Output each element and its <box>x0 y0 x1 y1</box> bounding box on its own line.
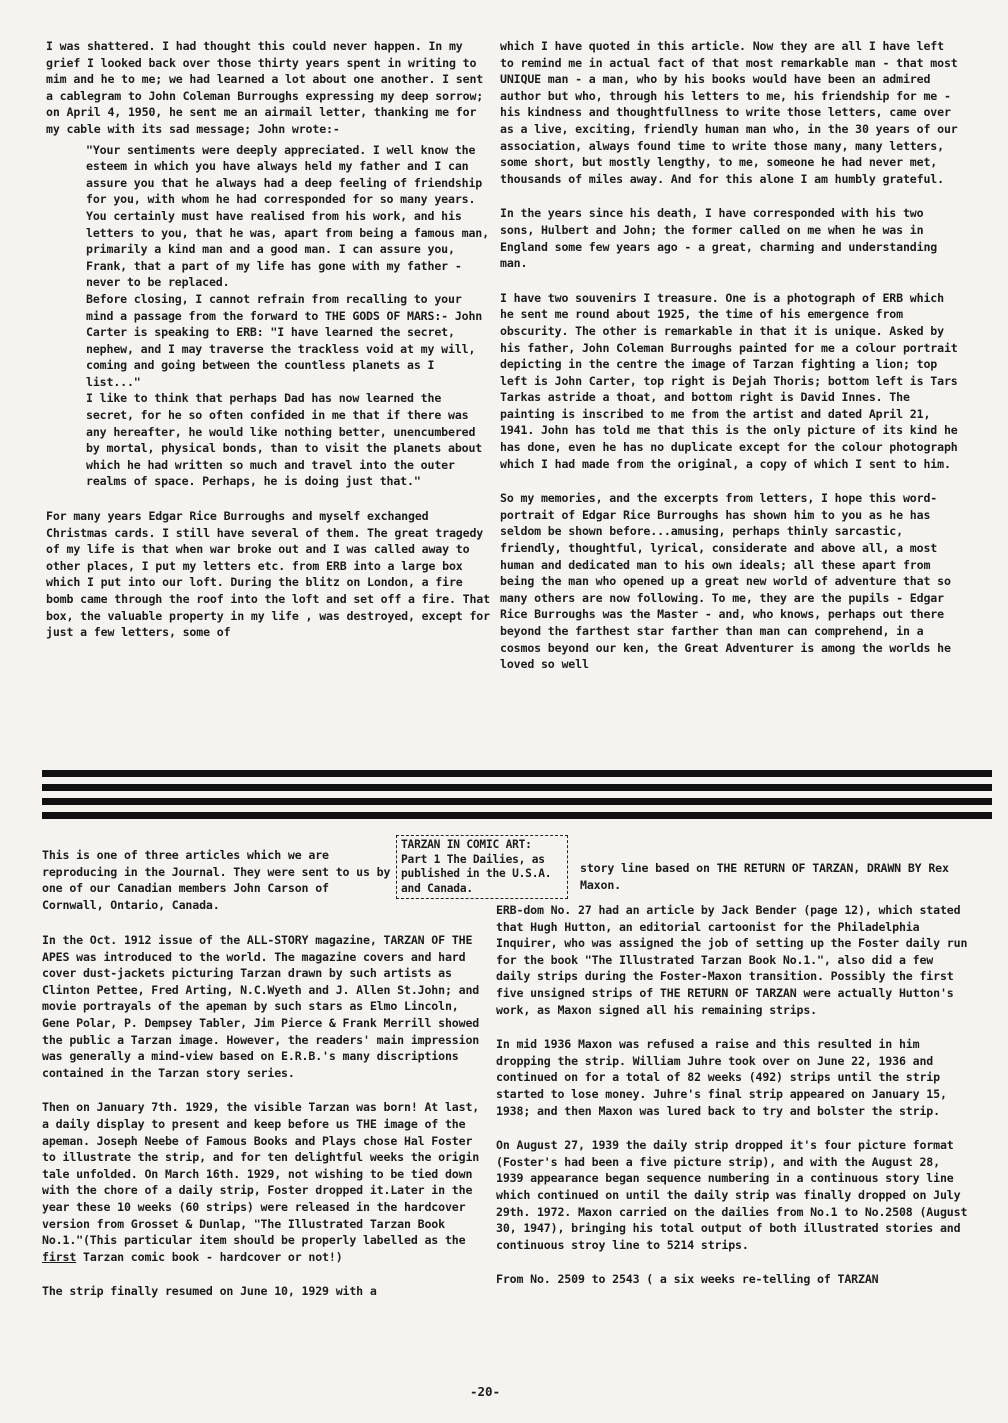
page-number: -20- <box>470 1384 501 1399</box>
paragraph: story line based on THE RETURN OF TARZAN, DRAWN BY Rex Maxon. <box>580 861 949 892</box>
paragraph: In mid 1936 Maxon was refused a raise and this resulted in him dropping the strip. William Juhre took over on June 22, 1936 and continued on for a total of 82 weeks (492) strips until the strip started to lose money. Juhre's final strip appeared on January 15, 1938; and then Maxon was lured back to try and bolster the strip. <box>496 1037 947 1118</box>
paragraph: In the years since his death, I have corresponded with his two sons, Hulbert and John; the former called on me when he was in England some few years ago - a great, charming and understanding man. <box>500 206 938 271</box>
paragraph: In the Oct. 1912 issue of the ALL-STORY magazine, TARZAN OF THE APES was introduced to the world. The magazine covers and hard cover dust-jackets picturing Tarzan drawn by such artists as Clinton Pettee, Fred Arting, N.C.Wyeth and J. Allen St.John; and movie portrayals of the apeman by such stars as Elmo Lincoln, Gene Polar, P. Dempsey Tabler, Jim Pierce & Frank Merrill showed the public a Tarzan image. However, the readers' main impression was generally a mind-view based on E.R.B.'s many discriptions contained in the Tarzan story series. <box>42 933 480 1080</box>
intro-block <box>42 847 394 931</box>
divider-bar <box>42 812 992 819</box>
divider-bar <box>42 798 992 805</box>
quote-paragraph: I like to think that perhaps Dad has now learned the secret, for he so often confided in me that if there was any hereafter, he would like nothing better, unencumbered by mortal, physical bonds, than to visit the planets about which he had written so much and travel into the outer realms of space. Perhaps, he is doing just that." <box>86 391 483 489</box>
divider-bar <box>42 784 992 791</box>
paragraph: From No. 2509 to 2543 ( a six weeks re-telling of TARZAN <box>496 1272 879 1287</box>
paragraph: I was shattered. I had thought this could never happen. In my grief I looked back over those thirty years spent in writing to mim and he to me; we had learned a lot about one another. I sent a cablegram to John Coleman Burroughs expressing my deep sorrow; on April 4, 1950, he sent me an airmail letter, thanking me for my cable with its sad message; John wrote:- <box>46 39 484 136</box>
quote-paragraph: "Your sentiments were deeply appreciated. I well know the esteem in which you have always held my father and I can assure you that he always had a deep feeling of friendship for you, with whom he had corresponded for so many years. You certainly must have realised from his work, and his letters to you, that he was, apart from being a famous man, primarily a kind man and a good man. I can assure you, Frank, that a part of my life has gone with my father - never to be replaced. <box>86 142 489 290</box>
intro-paragraph: This is one of three articles which we are reproducing in the Journal. They were sent to us by one of our Canadian members John Carson of Cornwall, Ontario, Canada. <box>42 848 391 912</box>
top-right-column <box>500 38 960 691</box>
quote-paragraph: Before closing, I cannot refrain from recalling to your mind a passage from the forward to THE GODS OF MARS:- John Carter is speaking to ERB: "I have learned the secret, nephew, and I may traverse the trackless void at my will, coming and going between the countless planets as I list..." <box>86 291 483 389</box>
section-divider <box>42 770 992 826</box>
bottom-left-column <box>42 932 490 1318</box>
bottom-right-column <box>496 902 970 1306</box>
paragraph-text: Tarzan comic book - hardcover or not!) <box>83 1249 343 1264</box>
paragraph: which I have quoted in this article. Now they are all I have left to remind me in actual fact of that most remarkable man - that most UNIQUE man - a man, who by his books would have been an admired author but who, through his letters to me, his friendship for me - his kindness and thoughtfullness to write those letters, came over as a live, exciting, friendly human man who, in the 30 years of our association, always found time to write those many, many letters, some short, but mostly lengthy, to me, someone he had never met, thousands of miles away. And for this alone I am humbly grateful. <box>500 39 958 186</box>
paragraph: The strip finally resumed on June 10, 1929 with a <box>42 1284 377 1299</box>
paragraph: On August 27, 1939 the daily strip dropped it's four picture format (Foster's had been a five picture strip), and with the August 28, 1939 appearance began sequence numbering in a continuous story line which continued on until the daily strip was finally dropped on July 29th. 1972. Maxon carried on the dailies from No.1 to No.2508 (August 30, 1947), bringing his total output of both illustrated stories and continuous stroy line to 5214 strips. <box>496 1138 968 1252</box>
paragraph: For many years Edgar Rice Burroughs and myself exchanged Christmas cards. I still have several of them. The great tragedy of my life is that when war broke out and I was called away to other places, I put my letters etc. from ERB into a large box which I put into our loft. During the blitz on London, a fire bomb came through the roof into the loft and set off a fire. That box, the valuable property in my life , was destroyed, except for just a few letters, some of <box>46 509 490 640</box>
paragraph: I have two souvenirs I treasure. One is a photograph of ERB which he sent me round about 1925, the time of his emergence from obscurity. The other is remarkable in that it is unique. Asked by his father, John Coleman Burroughs painted for me a colour portrait depicting in the centre the image of Tarzan fighting a lion; top left is John Carter, top right is Dejah Thoris; bottom left is Tars Tarkas astride a thoat, and bottom right is David Innes. The painting is inscribed to me from the artist and dated April 21, 1941. John has told me that this is the only picture of its kind he has done, even he has no duplicate except for the colour photograph which I had made from the original, a copy of which I sent to him. <box>500 290 958 471</box>
paragraph <box>42 1099 490 1265</box>
article-title-box: TARZAN IN COMIC ART: Part 1 The Dailies, as published in the U.S.A. and Canada. <box>396 835 568 899</box>
top-left-column <box>46 38 492 659</box>
letter-quote <box>86 142 492 490</box>
underlined-word: first <box>42 1249 77 1264</box>
paragraph: ERB-dom No. 27 had an article by Jack Bender (page 12), which stated that Hugh Hutton, an editorial cartoonist for the Philadelphia Inquirer, who was assigned the job of setting up the Foster daily run for the book "The Illustrated Tarzan Book No.1.", also did a few daily strips during the Foster-Maxon transition. Possibly the first five unsigned strips of THE RETURN OF TARZAN were actually Hutton's work, as Maxon signed all his remaining strips. <box>496 903 968 1017</box>
divider-bar <box>42 770 992 777</box>
paragraph: So my memories, and the excerpts from letters, I hope this word-portrait of Edgar Rice Burroughs has shown him to you as he has seldom be shown before...amusing, perhaps thinly sarcastic, friendly, thoughtful, lyrical, considerate and above all, a most human and dedicated man to his own ideals; all these apart from being the man who opened up a great new world of adventure that so many others are now following. To me, they are the pupils - Edgar Rice Burroughs was the Master - and, who knows, perhaps out there beyond the farthest star farther than man can comprehend, in a cosmos beyond our ken, the Great Adventurer is among the worlds he loved so well <box>500 491 951 672</box>
paragraph-text: Then on January 7th. 1929, the visible Tarzan was born! At last, a daily display to present and keep before us THE image of the apeman. Joseph Neebe of Famous Books and Plays chose Hal Foster to illustrate the strip, and for ten delightful weeks the origin tale unfolded. On March 16th. 1929, not wishing to be tied down with the chore of a daily strip, Foster dropped it.Later in the year these 10 weeks (60 strips) were released in the hardcover version from Grosset & Dunlap, "The Illustrated Tarzan Book No.1."(This particular item should be properly labelled as the <box>42 1100 480 1248</box>
